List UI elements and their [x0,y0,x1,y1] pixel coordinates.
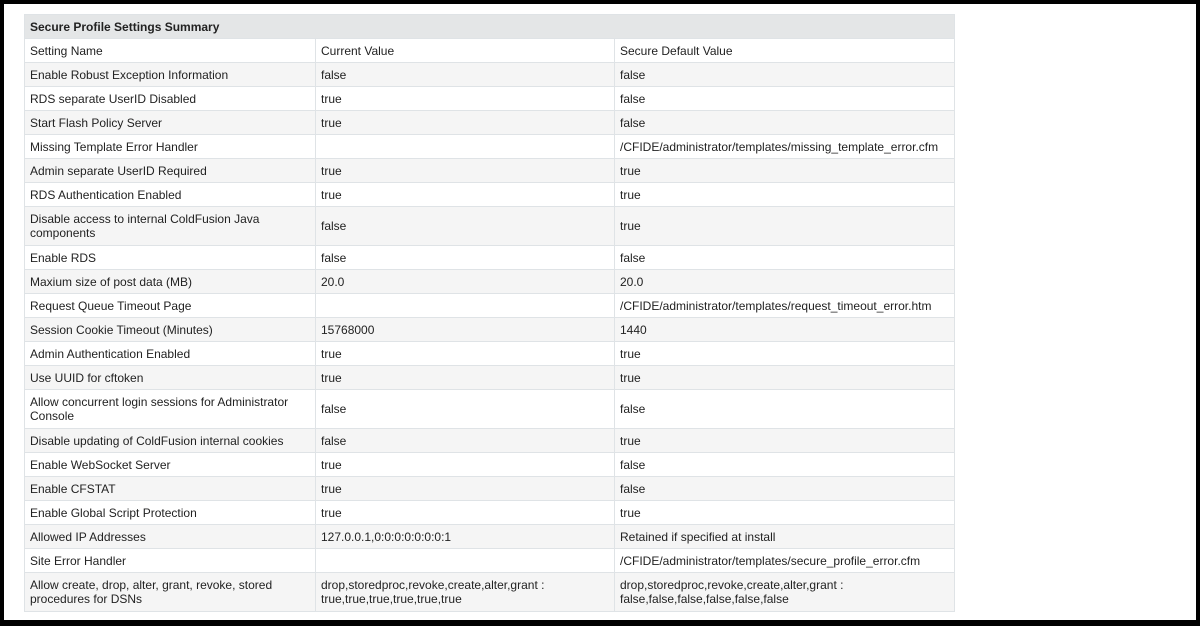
setting-name-cell: Maxium size of post data (MB) [25,270,316,294]
table-row [25,183,955,207]
secure-default-value-cell: false [615,63,955,87]
secure-default-value-cell: false [615,246,955,270]
secure-default-value-cell: false [615,111,955,135]
setting-name-cell: Enable Global Script Protection [25,501,316,525]
setting-name-cell: Allow create, drop, alter, grant, revoke, stored procedures for DSNs [25,573,316,612]
setting-name-cell: Request Queue Timeout Page [25,294,316,318]
column-header-secure-default-value: Secure Default Value [615,39,955,63]
setting-name-cell: Session Cookie Timeout (Minutes) [25,318,316,342]
secure-default-value-cell: true [615,183,955,207]
setting-name-cell: Disable updating of ColdFusion internal cookies [25,429,316,453]
current-value-cell: false [316,246,615,270]
current-value-cell: drop,storedproc,revoke,create,alter,grant : true,true,true,true,true,true [316,573,615,612]
table-row [25,318,955,342]
setting-name-cell: Disable access to internal ColdFusion Java components [25,207,316,246]
table-row [25,270,955,294]
current-value-cell: true [316,366,615,390]
current-value-cell [316,294,615,318]
table-row [25,453,955,477]
setting-name-cell: Site Error Handler [25,549,316,573]
table-row [25,366,955,390]
secure-profile-table [24,14,955,612]
setting-name-cell: Admin separate UserID Required [25,159,316,183]
setting-name-cell: Missing Template Error Handler [25,135,316,159]
secure-default-value-cell: drop,storedproc,revoke,create,alter,grant : false,false,false,false,false,false [615,573,955,612]
secure-default-value-cell: /CFIDE/administrator/templates/request_timeout_error.htm [615,294,955,318]
table-row [25,294,955,318]
table-body [25,63,955,612]
secure-default-value-cell: true [615,429,955,453]
secure-default-value-cell: true [615,501,955,525]
setting-name-cell: Enable RDS [25,246,316,270]
table-row [25,477,955,501]
secure-default-value-cell: false [615,390,955,429]
secure-default-value-cell: false [615,477,955,501]
table-row [25,342,955,366]
current-value-cell: true [316,342,615,366]
setting-name-cell: Use UUID for cftoken [25,366,316,390]
secure-default-value-cell: false [615,87,955,111]
table-row [25,159,955,183]
secure-default-value-cell: /CFIDE/administrator/templates/missing_template_error.cfm [615,135,955,159]
current-value-cell: true [316,477,615,501]
current-value-cell: 20.0 [316,270,615,294]
current-value-cell: true [316,183,615,207]
current-value-cell: true [316,453,615,477]
setting-name-cell: Allow concurrent login sessions for Administrator Console [25,390,316,429]
column-header-current-value: Current Value [316,39,615,63]
current-value-cell: false [316,429,615,453]
current-value-cell: true [316,111,615,135]
setting-name-cell: Admin Authentication Enabled [25,342,316,366]
secure-default-value-cell: 1440 [615,318,955,342]
setting-name-cell: RDS Authentication Enabled [25,183,316,207]
secure-default-value-cell: false [615,453,955,477]
setting-name-cell: RDS separate UserID Disabled [25,87,316,111]
current-value-cell: true [316,87,615,111]
table-row [25,549,955,573]
table-row [25,111,955,135]
secure-default-value-cell: true [615,159,955,183]
current-value-cell: false [316,63,615,87]
current-value-cell: true [316,159,615,183]
setting-name-cell: Enable Robust Exception Information [25,63,316,87]
table-row [25,246,955,270]
current-value-cell [316,135,615,159]
table-row [25,525,955,549]
header-row [25,39,955,63]
secure-default-value-cell: true [615,366,955,390]
column-header-setting-name: Setting Name [25,39,316,63]
table-row [25,573,955,612]
secure-default-value-cell: true [615,342,955,366]
secure-default-value-cell: /CFIDE/administrator/templates/secure_profile_error.cfm [615,549,955,573]
table-title: Secure Profile Settings Summary [25,15,955,39]
setting-name-cell: Enable WebSocket Server [25,453,316,477]
current-value-cell: 127.0.0.1,0:0:0:0:0:0:0:1 [316,525,615,549]
secure-default-value-cell: true [615,207,955,246]
table-row [25,87,955,111]
current-value-cell: false [316,207,615,246]
setting-name-cell: Enable CFSTAT [25,477,316,501]
setting-name-cell: Allowed IP Addresses [25,525,316,549]
table-row [25,501,955,525]
table-row [25,390,955,429]
current-value-cell [316,549,615,573]
table-row [25,429,955,453]
setting-name-cell: Start Flash Policy Server [25,111,316,135]
table-row [25,63,955,87]
secure-default-value-cell: Retained if specified at install [615,525,955,549]
table-row [25,135,955,159]
secure-default-value-cell: 20.0 [615,270,955,294]
current-value-cell: 15768000 [316,318,615,342]
current-value-cell: false [316,390,615,429]
table-row [25,207,955,246]
current-value-cell: true [316,501,615,525]
